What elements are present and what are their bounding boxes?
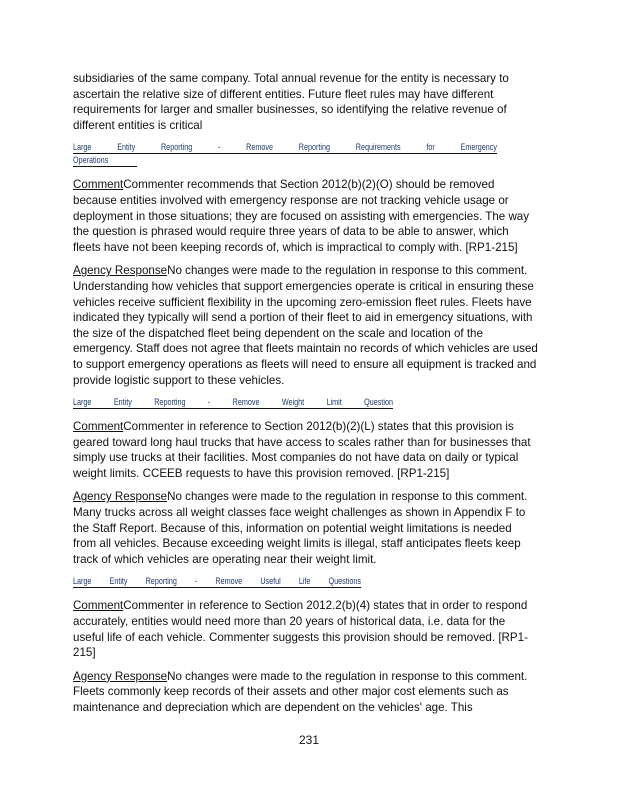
response-text: No changes were made to the regulation in response to this comment. Understanding how vehicles that support emergencies operate is critical in ensuring these vehicles receive sufficient flexibility in the upcoming zero-emission fleet rules. Fleets have indicated they typically will send a portion of their fleet to aid in emergency situations, with the size of the dispatched fleet being dependent on the scale and location of the emergency. Staff does not agree that fleets maintain no records of which vehicles are used to support emergency operations as fleets will need to ensure all equipment is tracked and provide logistic support to these vehicles. [73, 264, 538, 387]
section-heading [73, 141, 538, 167]
heading-word: Emergency [460, 142, 497, 153]
heading-word: - [194, 576, 198, 587]
heading-word: Entity [117, 142, 136, 153]
heading-word: Questions [328, 576, 361, 587]
comment-paragraph [73, 177, 538, 255]
intro-paragraph: subsidiaries of the same company. Total annual revenue for the entity is necessary to ascertain the relative size of different entities. Future fleet rules may have different requirements for larger and smaller businesses, so identifying the relative revenue of different entities is critical [73, 72, 509, 132]
heading-word: - [207, 397, 211, 408]
heading-word: Operations [73, 155, 109, 166]
comment-label: Comment [73, 420, 124, 434]
heading-word: Large [73, 397, 92, 408]
document-page [73, 71, 538, 724]
heading-word: Remove [246, 142, 273, 153]
response-text: No changes were made to the regulation in response to this comment. Many trucks across all weight classes face weight challenges as shown in Appendix F to the Staff Report. Because of this, information on potential weight limitations is needed from all vehicles. Because exceeding weight limits is illegal, staff anticipates fleets keep track of which vehicles are operating near their weight limit. [73, 490, 528, 566]
heading-word: Requirements [355, 142, 401, 153]
comment-text: Commenter in reference to Section 2012.2(b)(4) states that in order to respond accurately, entities would need more than 20 years of historical data, i.e. data for the useful life of each vehicle. Commenter suggests this provision should be removed. [RP1-215] [73, 599, 528, 660]
heading-word: Large [73, 142, 92, 153]
heading-word: for [426, 142, 435, 153]
heading-word: Question [364, 397, 393, 408]
response-paragraph [73, 263, 538, 388]
heading-word: Entity [109, 576, 128, 587]
page-number: 231 [298, 733, 320, 747]
comment-paragraph [73, 598, 538, 660]
comment-label: Comment [73, 599, 124, 613]
heading-word: Large [73, 576, 92, 587]
heading-word: Entity [113, 397, 132, 408]
heading-word: Reporting [145, 576, 177, 587]
comment-label: Comment [73, 178, 124, 192]
response-paragraph [73, 489, 538, 567]
section-heading [73, 575, 538, 588]
section-heading [73, 396, 538, 409]
heading-word: Remove [215, 576, 243, 587]
comment-text: Commenter recommends that Section 2012(b)(2)(O) should be removed because entities involved with emergency response are not tracking vehicle usage or deployment in those situations; they are focused on assisting with emergencies. The way the question is phrased would require three years of data to be able to answer, which fleets have not been keeping records of, which is impractical to comply with. [RP1-215] [73, 178, 530, 254]
heading-word: Weight [281, 397, 305, 408]
heading-word: Reporting [154, 397, 186, 408]
response-text: No changes were made to the regulation in response to this comment. Fleets commonly keep records of their assets and other major cost elements such as maintenance and depreciation which are dependent on the vehicles' age. This [73, 669, 528, 714]
heading-word: Remove [232, 397, 260, 408]
heading-word: - [217, 142, 221, 153]
heading-word: Reporting [298, 142, 330, 153]
comment-text: Commenter in reference to Section 2012(b)(2)(L) states that this provision is geared toward long haul trucks that have access to scales rather than for businesses that simply use trucks at their facilities. Most companies do not have data on daily or typical weight limits. CCEEB requests to have this provision removed. [RP1-215] [73, 420, 531, 480]
comment-paragraph [73, 419, 538, 481]
response-label: Agency Response [73, 669, 168, 683]
response-label: Agency Response [73, 490, 168, 504]
heading-word: Life [298, 576, 311, 587]
heading-word: Useful [260, 576, 281, 587]
heading-word: Limit [326, 397, 342, 408]
response-label: Agency Response [73, 264, 168, 278]
response-paragraph [73, 669, 538, 716]
heading-word: Reporting [160, 142, 193, 153]
